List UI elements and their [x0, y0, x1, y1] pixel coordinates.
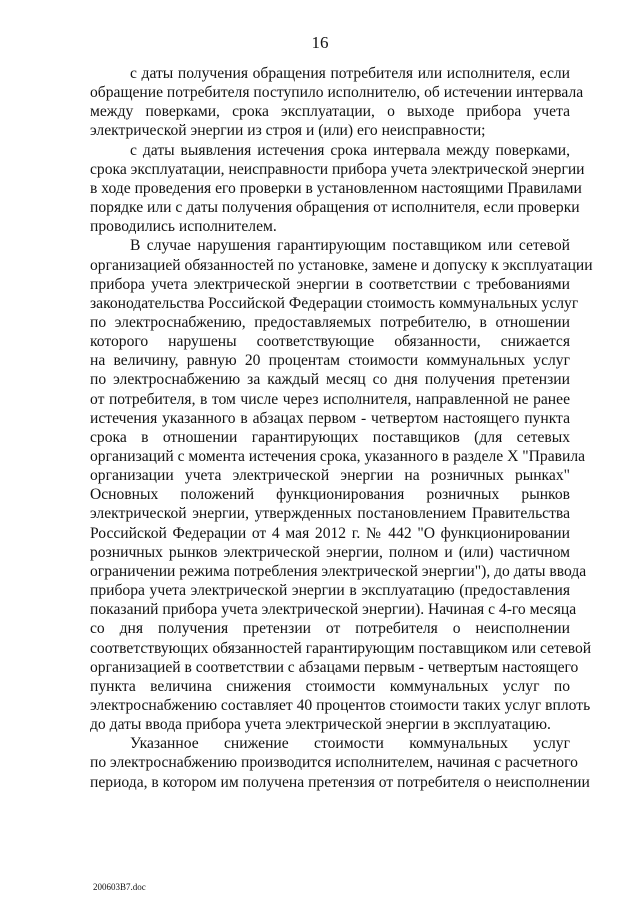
text-line: электрической энергии, утвержденных постановлением Правительства — [90, 505, 570, 523]
text-line: организаций с момента истечения срока, указанного в разделе X "Правила — [90, 448, 586, 465]
text-line: на величину, равную 20 процентам стоимости коммунальных услуг — [90, 352, 570, 370]
page-number: 16 — [311, 33, 329, 52]
text-line: показаний прибора учета электрической энергии). Начиная с 4-го месяца — [90, 601, 577, 619]
text-line: по электроснабжению за каждый месяц со дня получения претензии — [90, 371, 570, 389]
text-line: обращение потребителя поступило исполнителю, об истечении интервала — [90, 84, 584, 102]
text-line: со дня получения претензии от потребителя о неисполнении — [90, 620, 570, 638]
text-line: розничных рынков электрической энергии, полном и (или) частичном — [90, 543, 570, 561]
text-line: законодательства Российской Федерации стоимость коммунальных услуг — [90, 294, 579, 312]
text-line: по электроснабжению производится исполнителем, начиная с расчетного — [90, 754, 578, 772]
text-line: между поверками, срока эксплуатации, о выходе прибора учета — [90, 103, 570, 121]
text-line: прибора учета электрической энергии в соответствии с требованиями — [90, 275, 570, 293]
text-line: по электроснабжению, предоставляемых потребителю, в отношении — [90, 313, 570, 331]
text-line: организацией в соответствии с абзацами первым - четвертым настоящего — [90, 658, 579, 676]
text-line: до даты ввода прибора учета электрической энергии в эксплуатацию. — [90, 716, 551, 734]
text-line: Российской Федерации от 4 мая 2012 г. № 442 "О функционировании — [90, 524, 570, 542]
text-line: срока в отношении гарантирующих поставщиков (для сетевых — [90, 428, 570, 446]
text-line: порядке или с даты получения обращения от исполнителя, если проверки — [90, 199, 580, 216]
text-line: В случае нарушения гарантирующим поставщиком или сетевой — [130, 237, 570, 255]
text-line: организации учета электрической энергии на розничных рынках" — [90, 467, 570, 485]
text-line: электрической энергии из строя и (или) его неисправности; — [90, 122, 486, 140]
file-name-footer: 200603B7.doc — [93, 882, 146, 892]
text-line: проводились исполнителем. — [90, 218, 277, 236]
text-line: пункта величина снижения стоимости коммунальных услуг по — [90, 677, 570, 695]
text-line: срока эксплуатации, неисправности прибора учета электрической энергии — [90, 160, 585, 178]
text-line: организацией обязанностей по установке, замене и допуску к эксплуатации — [90, 256, 593, 274]
text-line: с даты выявления истечения срока интервала между поверками, — [130, 141, 570, 159]
text-line: с даты получения обращения потребителя или исполнителя, если — [130, 65, 570, 82]
text-line: Указанное снижение стоимости коммунальных услуг — [130, 735, 570, 753]
text-line: электроснабжению составляет 40 процентов стоимости таких услуг вплоть — [90, 696, 591, 714]
text-line: соответствующих обязанностей гарантирующим поставщиком или сетевой — [90, 639, 592, 657]
text-line: ограничении режима потребления электрической энергии"), до даты ввода — [90, 562, 587, 580]
text-line: в ходе проведения его проверки в установленном настоящими Правилами — [90, 179, 582, 197]
text-line: которого нарушены соответствующие обязанности, снижается — [90, 333, 570, 351]
text-line: Основных положений функционирования розничных рынков — [90, 486, 570, 504]
text-line: прибора учета электрической энергии в эксплуатацию (предоставления — [90, 582, 570, 599]
text-line: истечения указанного в абзацах первом - четвертом настоящего пункта — [90, 409, 570, 427]
text-line: периода, в котором им получена претензия от потребителя о неисполнении — [90, 773, 590, 791]
text-line: от потребителя, в том числе через исполнителя, направленной не ранее — [90, 390, 570, 408]
